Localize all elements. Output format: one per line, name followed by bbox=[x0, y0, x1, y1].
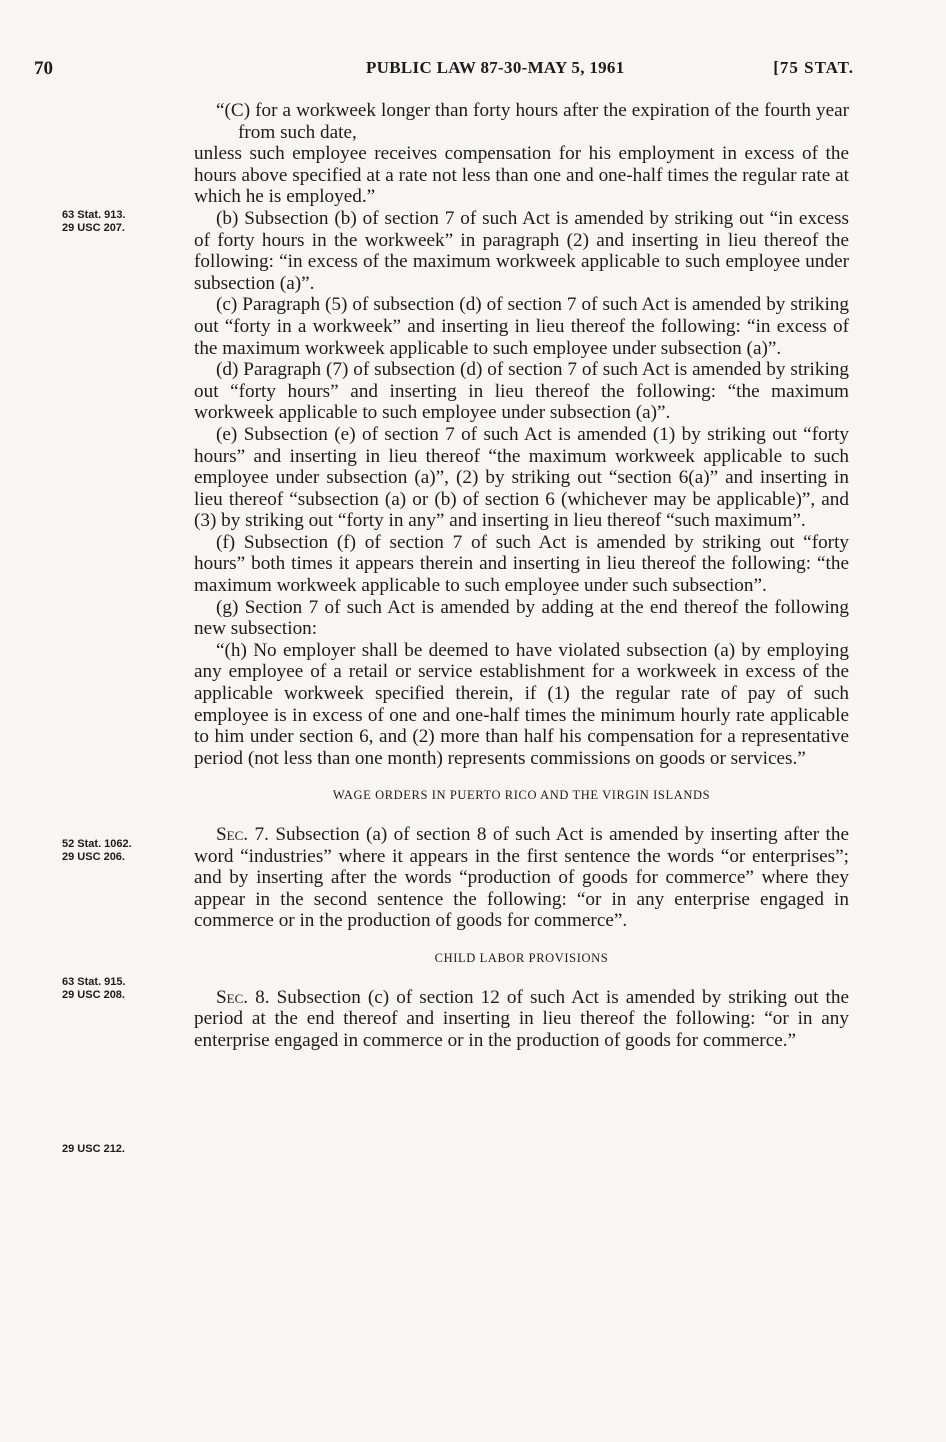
paragraph-h: “(h) No employer shall be deemed to have violated subsection (a) by employing any employee of a retail or service establishment for a workweek in excess of the applicable workweek specified therein, if (1) the regular rate of pay of such employee is in excess of one and one-half times the minimum hourly rate applicable to him under section 6, and (2) more than half his compensation for a representative period (not less than one month) represents commissions on goods or services.” bbox=[194, 639, 849, 769]
page-number: 70 bbox=[34, 58, 53, 79]
paragraph-g: (g) Section 7 of such Act is amended by adding at the end thereof the following new subsection: bbox=[194, 596, 849, 640]
statute-volume: [75 STAT. bbox=[773, 58, 854, 77]
section-heading: CHILD LABOR PROVISIONS bbox=[434, 950, 609, 965]
margin-note-citation: 29 USC 212. bbox=[62, 1143, 125, 1155]
margin-note-citation: 63 Stat. 913. 29 USC 207. bbox=[62, 209, 126, 234]
section-7 bbox=[194, 824, 849, 932]
paragraph-d: (d) Paragraph (7) of subsection (d) of section 7 of such Act is amended by striking out “forty hours” and inserting in lieu thereof the following: “the maximum workweek applicable to such employee under subsection (a)”. bbox=[194, 359, 849, 424]
section-text: Subsection (c) of section 12 of such Act is amended by striking out the period at the end thereof and inserting in lieu thereof the following: “or in any enterprise engaged in commerce or in the production of goods for commerce.” bbox=[194, 986, 849, 1051]
section-heading: WAGE ORDERS IN PUERTO RICO AND THE VIRGIN ISLANDS bbox=[332, 788, 711, 803]
section-label: Sec. 8. bbox=[216, 986, 270, 1008]
margin-note-citation: 63 Stat. 915. 29 USC 208. bbox=[62, 976, 126, 1001]
section-8 bbox=[194, 987, 849, 1052]
margin-note-citation: 52 Stat. 1062. 29 USC 206. bbox=[62, 838, 132, 863]
paragraph-unless: unless such employee receives compensation for his employment in excess of the hours above specified at a rate not less than one and one-half times the regular rate at which he is employed.” bbox=[194, 143, 849, 208]
paragraph-b: (b) Subsection (b) of section 7 of such Act is amended by striking out “in excess of forty hours in the workweek” in paragraph (2) and inserting in lieu thereof the following: “in excess of the maximum workweek applicable to such employee under subsection (a)”. bbox=[194, 207, 849, 294]
page-header bbox=[34, 58, 854, 88]
paragraph-quote-c: “(C) for a workweek longer than forty hours after the expiration of the fourth year from such date, bbox=[216, 100, 849, 143]
paragraph-e: (e) Subsection (e) of section 7 of such Act is amended (1) by striking out “forty hours” and inserting in lieu thereof “the maximum workweek applicable to such employee under subsection (a)”, (2) by striking out “section 6(a)” and inserting in lieu thereof “subsection (a) or (b) of section 6 (whichever may be applicable)”, and (3) by striking out “forty in any” and inserting in lieu thereof “such maximum”. bbox=[194, 423, 849, 532]
paragraph-f: (f) Subsection (f) of section 7 of such Act is amended by striking out “forty hours” both times it appears therein and inserting in lieu thereof the following: “the maximum workweek applicable to such employee under such subsection”. bbox=[194, 531, 849, 597]
section-text: Subsection (a) of section 8 of such Act is amended by inserting after the word “industries” where it appears in the first sentence the words “or enterprises”; and by inserting after the words “production of goods for commerce” where they appear in the second sentence the following: “or in any enterprise engaged in commerce or in the production of goods for commerce”. bbox=[194, 824, 849, 932]
paragraph-c: (c) Paragraph (5) of subsection (d) of section 7 of such Act is amended by striking out “forty in a workweek” and inserting in lieu thereof the following: “in excess of the maximum workweek applicable to such employee under subsection (a)”. bbox=[194, 294, 849, 359]
document-body bbox=[194, 100, 849, 1051]
running-title: PUBLIC LAW 87-30-MAY 5, 1961 bbox=[366, 58, 625, 77]
section-label: Sec. 7. bbox=[216, 824, 269, 845]
